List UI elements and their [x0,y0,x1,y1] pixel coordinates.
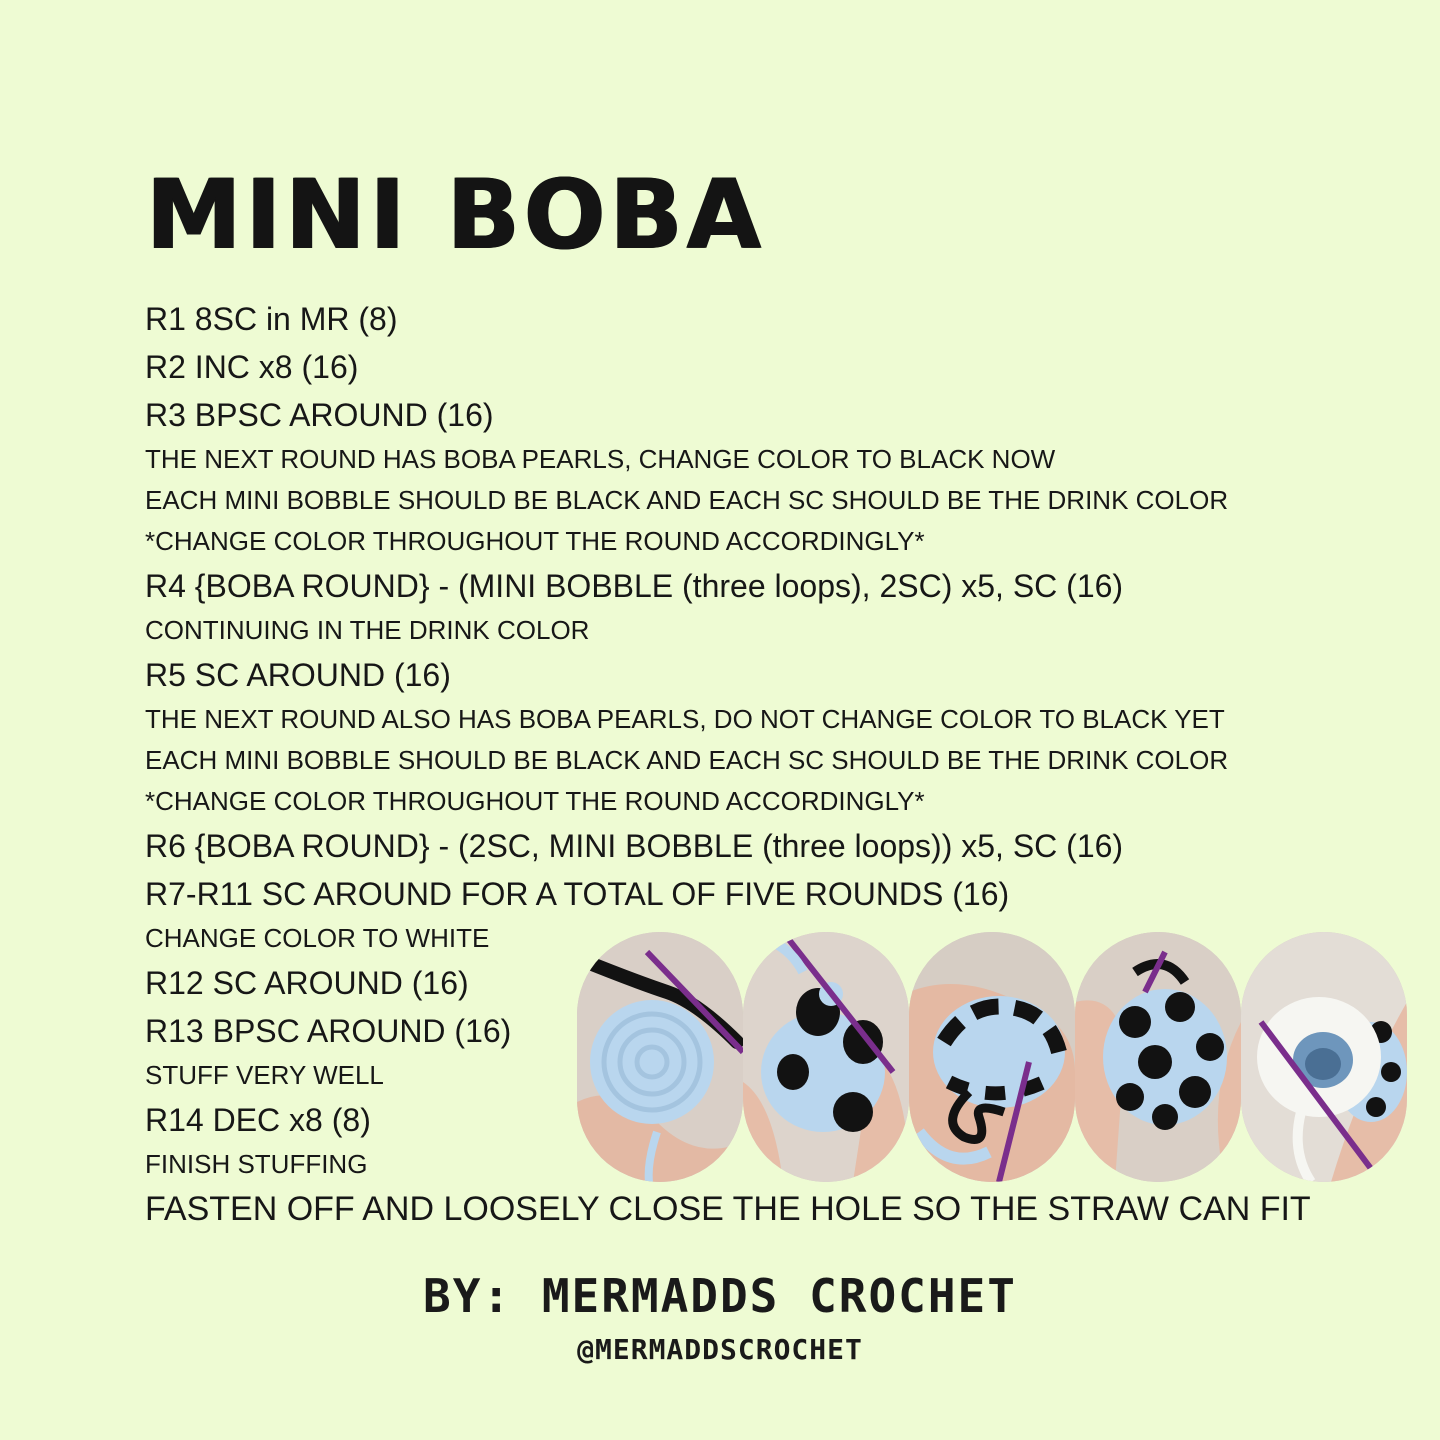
progress-photo-first-boba-round [743,932,909,1182]
instruction-line: *CHANGE COLOR THROUGHOUT THE ROUND ACCORDINGLY* [145,786,925,816]
progress-photo-base-circle [577,932,743,1182]
author-credit: BY: MERMADDS CROCHET [423,1269,1017,1323]
instruction-line: FASTEN OFF AND LOOSELY CLOSE THE HOLE SO THE STRAW CAN FIT [145,1190,1311,1228]
instruction-line: CONTINUING IN THE DRINK COLOR [145,615,590,645]
instruction-line: R1 8SC in MR (8) [145,301,398,337]
progress-photo-white-top [1241,932,1407,1182]
instruction-line: R2 INC x8 (16) [145,349,359,385]
pattern-title: MINI BOBA [146,159,765,271]
instruction-line: R3 BPSC AROUND (16) [145,397,494,433]
instruction-line: THE NEXT ROUND HAS BOBA PEARLS, CHANGE COLOR TO BLACK NOW [145,444,1056,474]
progress-photo-color-changes [909,932,1075,1182]
instruction-line: R5 SC AROUND (16) [145,657,451,693]
progress-photo-boba-body [1075,932,1241,1182]
instruction-line: STUFF VERY WELL [145,1060,384,1090]
instruction-line: R4 {BOBA ROUND} - (MINI BOBBLE (three loops), 2SC) x5, SC (16) [145,568,1124,604]
instruction-line: R14 DEC x8 (8) [145,1102,371,1138]
instruction-line: R13 BPSC AROUND (16) [145,1013,512,1049]
instruction-line: FINISH STUFFING [145,1149,368,1179]
progress-photo-strip [577,932,1409,1182]
instruction-line: EACH MINI BOBBLE SHOULD BE BLACK AND EACH SC SHOULD BE THE DRINK COLOR [145,745,1229,775]
instruction-line: R12 SC AROUND (16) [145,965,469,1001]
instruction-line: CHANGE COLOR TO WHITE [145,923,490,953]
instruction-line: *CHANGE COLOR THROUGHOUT THE ROUND ACCORDINGLY* [145,526,925,556]
instruction-line: R6 {BOBA ROUND} - (2SC, MINI BOBBLE (three loops)) x5, SC (16) [145,828,1124,864]
instruction-line: THE NEXT ROUND ALSO HAS BOBA PEARLS, DO NOT CHANGE COLOR TO BLACK YET [145,704,1225,734]
author-handle: @MERMADDSCROCHET [577,1333,863,1366]
instruction-line: R7-R11 SC AROUND FOR A TOTAL OF FIVE ROUNDS (16) [145,876,1010,912]
instruction-line: EACH MINI BOBBLE SHOULD BE BLACK AND EACH SC SHOULD BE THE DRINK COLOR [145,485,1229,515]
